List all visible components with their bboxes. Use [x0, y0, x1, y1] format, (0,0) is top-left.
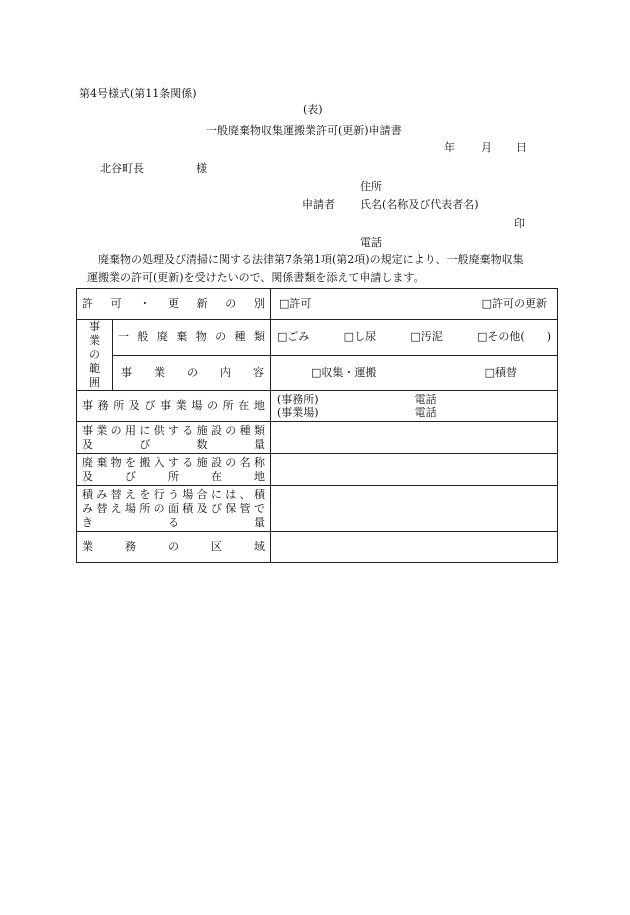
label-destination: 廃 棄 物 を 搬 入 す る 施 設 の 名 称 及 び 所 在 地: [77, 454, 271, 486]
row-location: [77, 391, 558, 422]
date-month: 月: [481, 141, 492, 154]
checkbox-garbage[interactable]: □ごみ: [277, 330, 310, 344]
site-label: (事業場): [277, 406, 319, 419]
service-area-value[interactable]: [271, 532, 558, 563]
applicant-name-label: 氏名(名称及び代表者名): [360, 198, 479, 211]
checkbox-human-waste[interactable]: □し尿: [343, 330, 377, 344]
office-phone-label: 電話: [414, 393, 437, 406]
checkbox-sludge[interactable]: □汚泥: [410, 330, 443, 344]
label-location: 事 務 所 及 び 事 業 場 の 所 在 地: [77, 391, 271, 422]
honorific: 様: [196, 162, 207, 175]
body-text-line-1: 廃棄物の処理及び清掃に関する法律第7条第1項(第2項)の規定により、一般廃棄物収集: [98, 253, 524, 266]
row-destination: [77, 454, 558, 486]
body-text-line-2: 運搬業の許可(更新)を受けたいので、関係書類を添えて申請します。: [87, 271, 425, 284]
applicant-address-label: 住所: [360, 180, 382, 193]
checkbox-permit-new[interactable]: □許可: [279, 297, 312, 310]
date-day: 日: [516, 141, 527, 154]
row-business-content: [77, 355, 558, 391]
label-waste-type: 一 般 廃 棄 物 の 種 類: [113, 320, 271, 356]
row-permit-type: [77, 289, 558, 320]
row-waste-type: [77, 320, 558, 356]
label-business-content: 事 業 の 内 容: [113, 355, 271, 391]
facilities-value[interactable]: [271, 422, 558, 454]
date-year: 年: [444, 141, 455, 154]
label-business-scope: 事 業 の 範 囲: [77, 320, 113, 391]
business-content-options: [271, 355, 558, 391]
site-phone-label: 電話: [414, 406, 437, 419]
document-title: 一般廃棄物収集運搬業許可(更新)申請書: [206, 124, 402, 137]
side-label: (表): [303, 103, 323, 116]
transfer-site-value[interactable]: [271, 486, 558, 532]
seal-mark: 印: [514, 217, 525, 230]
office-label: (事務所): [277, 393, 319, 406]
row-facilities: [77, 422, 558, 454]
label-facilities: 事 業 の 用 に 供 す る 施 設 の 種 類 及 び 数 量: [77, 422, 271, 454]
location-values: [271, 391, 558, 422]
applicant-phone-label: 電話: [360, 236, 382, 249]
label-transfer-site: 積 み 替 え を 行 う 場 合 に は 、 積 み 替 え 場 所 の 面 積 及 び 保 管 で き る 量: [77, 486, 271, 532]
addressee: 北谷町長: [100, 162, 144, 175]
form-number: 第4号様式(第11条関係): [79, 87, 197, 100]
checkbox-permit-renew[interactable]: □許可の更新: [481, 297, 547, 310]
permit-type-options: [271, 289, 558, 320]
row-service-area: [77, 532, 558, 563]
destination-value[interactable]: [271, 454, 558, 486]
row-transfer-site: [77, 486, 558, 532]
applicant-role-label: 申請者: [302, 198, 335, 211]
label-service-area: 業 務 の 区 域: [77, 532, 271, 563]
label-permit-type: 許 可 ・ 更 新 の 別: [77, 289, 271, 320]
checkbox-collection-transport[interactable]: □収集・運搬: [311, 365, 377, 379]
waste-type-options: [271, 320, 558, 356]
checkbox-transfer[interactable]: □積替: [484, 365, 517, 379]
checkbox-other[interactable]: □その他( ): [477, 330, 551, 344]
application-table: [76, 288, 558, 563]
